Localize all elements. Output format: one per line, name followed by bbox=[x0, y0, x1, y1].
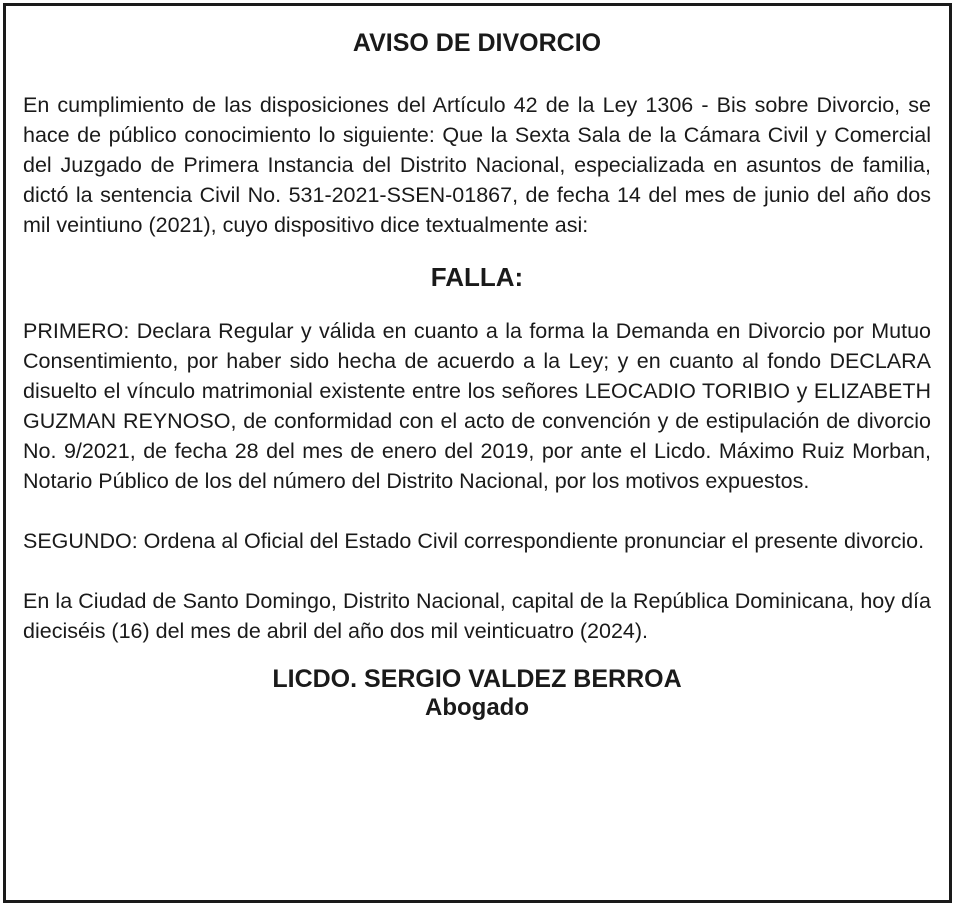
notice-content bbox=[23, 28, 931, 722]
notice-border bbox=[3, 3, 952, 903]
closing-paragraph: En la Ciudad de Santo Domingo, Distrito Nacional, capital de la República Dominicana, hoy día dieciséis (16) del mes de abril del año dos mil veinticuatro (2024). bbox=[23, 589, 931, 643]
intro-paragraph: En cumplimiento de las disposiciones del Artículo 42 de la Ley 1306 - Bis sobre Divorcio, se hace de público conocimiento lo siguiente: Que la Sexta Sala de la Cámara Civil y Comercial del Juzgado de Primera Instancia del Distrito Nacional, especializada en asuntos de familia, dictó la sentencia Civil No. 531-2021-SSEN-01867, de fecha 14 del mes de junio del año dos mil veintiuno (2021), cuyo dispositivo dice textualmente asi: bbox=[23, 93, 931, 237]
signer-role: Abogado bbox=[425, 694, 529, 721]
falla-heading: FALLA: bbox=[430, 262, 524, 292]
notice-title: AVISO DE DIVORCIO bbox=[352, 29, 602, 57]
primero-paragraph: PRIMERO: Declara Regular y válida en cuanto a la forma la Demanda en Divorcio por Mutuo Consentimiento, por haber sido hecha de acuerdo a la Ley; y en cuanto al fondo DECLARA disuelto el vínculo matrimonial existente entre los señores LEOCADIO TORIBIO y ELIZABETH GUZMAN REYNOSO, de conformidad con el acto de convención y de estipulación de divorcio No. 9/2021, de fecha 28 del mes de enero del 2019, por ante el Licdo. Máximo Ruiz Morban, Notario Público de los del número del Distrito Nacional, por los motivos expuestos. bbox=[23, 319, 931, 493]
segundo-paragraph: SEGUNDO: Ordena al Oficial del Estado Civil correspondiente pronunciar el presente divorcio. bbox=[23, 529, 925, 553]
signer-name: LICDO. SERGIO VALDEZ BERROA bbox=[272, 665, 682, 693]
